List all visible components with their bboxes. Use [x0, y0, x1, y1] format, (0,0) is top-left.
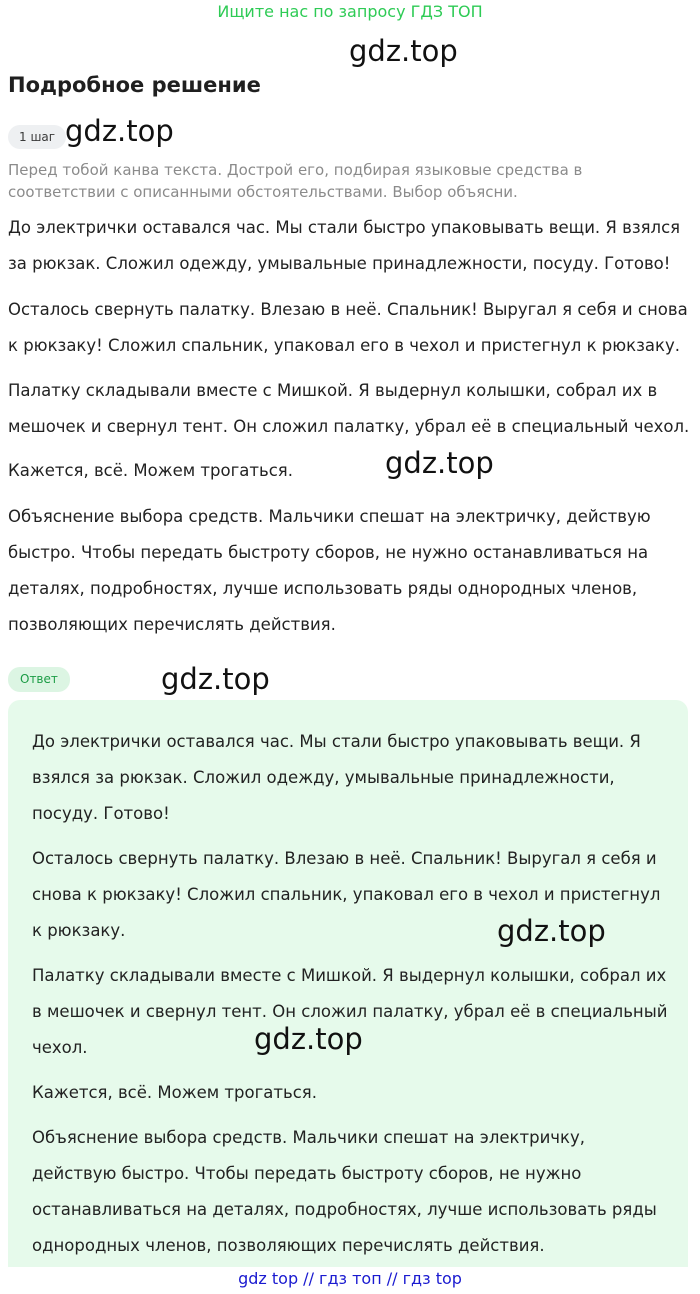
watermark: gdz.top: [161, 662, 270, 696]
task-text: Перед тобой канва текста. Дострой его, подбирая языковые средства в соответствии с описанными обстоятельствами. Выбор объясни.: [8, 161, 583, 201]
answer-paragraph: Объяснение выбора средств. Мальчики спешат на электричку, действую быстро. Чтобы передать быстроту сборов, не нужно останавливаться на деталях, подробностях, лучше использовать ряды однородных членов, позволяющих перечислять действия.: [32, 1128, 657, 1255]
footer-links: gdz top // гдз топ // гдз top: [238, 1269, 462, 1288]
solution-paragraph: Объяснение выбора средств. Мальчики спешат на электричку, действую быстро. Чтобы передать быстроту сборов, не нужно останавливаться на деталях, подробностях, лучше использовать ряды однородных членов, позволяющих перечислять действия.: [8, 507, 651, 634]
solution-paragraph: Кажется, всё. Можем трогаться.: [8, 461, 293, 480]
watermark: gdz.top: [65, 114, 174, 148]
page-title: Подробное решение: [8, 73, 261, 97]
answer-paragraph: До электрички оставался час. Мы стали быстро упаковывать вещи. Я взялся за рюкзак. Сложил одежду, умывальные принадлежности, посуду. Готово!: [32, 732, 641, 823]
answer-paragraph: Осталось свернуть палатку. Влезаю в неё. Спальник! Выругал я себя и снова к рюкзаку! Сложил спальник, упаковал его в чехол и пристегнул к рюкзаку.: [32, 849, 661, 940]
search-banner: Ищите нас по запросу ГДЗ ТОП: [217, 2, 483, 21]
solution-paragraph: Палатку складывали вместе с Мишкой. Я выдернул колышки, собрал их в мешочек и свернул тент. Он сложил палатку, убрал её в специальный чехол.: [8, 381, 690, 436]
solution-paragraph: До электрички оставался час. Мы стали быстро упаковывать вещи. Я взялся за рюкзак. Сложил одежду, умывальные принадлежности, посуду. Готово!: [8, 218, 681, 273]
solution-paragraph: Осталось свернуть палатку. Влезаю в неё. Спальник! Выругал я себя и снова к рюкзаку! Сложил спальник, упаковал его в чехол и пристегнул к рюкзаку.: [8, 300, 688, 355]
step-badge: 1 шаг: [8, 125, 66, 149]
watermark: gdz.top: [497, 914, 606, 948]
watermark: gdz.top: [254, 1022, 363, 1056]
answer-paragraph: Кажется, всё. Можем трогаться.: [32, 1083, 317, 1102]
watermark: gdz.top: [349, 34, 458, 68]
answer-badge: Ответ: [8, 667, 70, 692]
answer-paragraph: Палатку складывали вместе с Мишкой. Я выдернул колышки, собрал их в мешочек и свернул тент. Он сложил палатку, убрал её в специальный чехол.: [32, 966, 668, 1057]
watermark: gdz.top: [385, 446, 494, 480]
